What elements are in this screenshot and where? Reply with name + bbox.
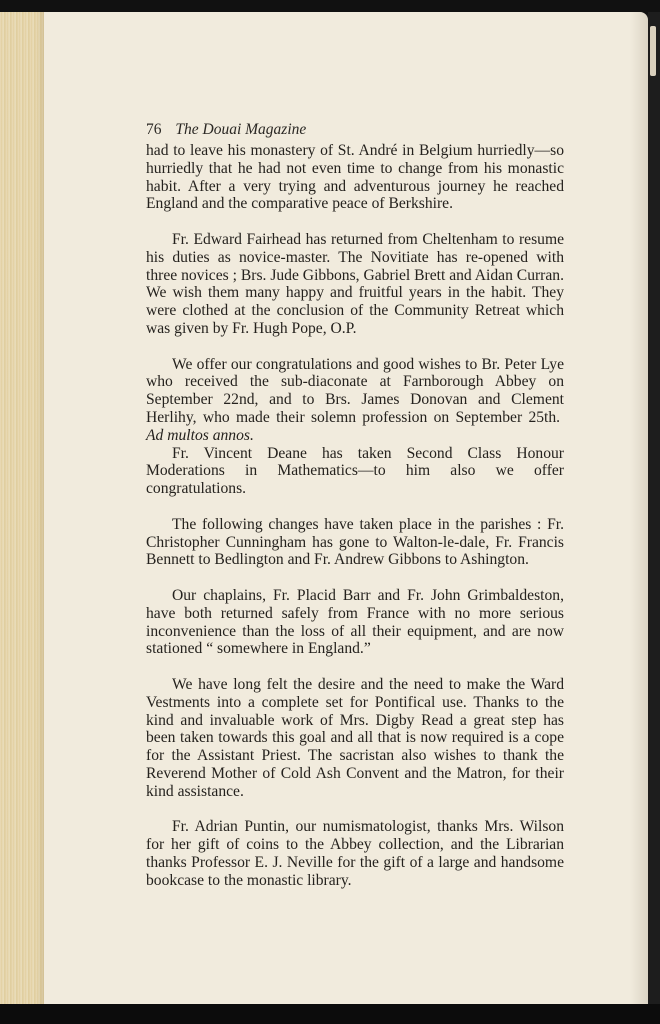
magazine-title: The Douai Magazine (175, 121, 307, 138)
paragraph-3 (146, 356, 564, 445)
paragraph-8: Fr. Adrian Puntin, our numismatologist, thanks Mrs. Wilson for her gift of coins to the Abbey collection, and the Librarian thanks Professor E. J. Neville for the gift of a large and handsome bookcase to the monastic library. (146, 818, 564, 889)
next-page-sliver (650, 26, 656, 76)
paragraph-6: Our chaplains, Fr. Placid Barr and Fr. John Grimbaldeston, have both returned safely from France with no more serious inconvenience than the loss of all their equipment, and are now stationed “ somewhere in England.” (146, 586, 564, 658)
paragraph-7: We have long felt the desire and the need to make the Ward Vestments into a complete set for Pontifical use. Thanks to the kind and invaluable work of Mrs. Digby Read a great step has been taken towards this goal and all that is now required is a cope for the Assistant Priest. The sacristan also wishes to thank the Reverend Mother of Cold Ash Convent and the Matron, for their kind assistance. (146, 675, 564, 800)
scan-bottom-border (0, 1004, 660, 1024)
paragraph-3-text: We offer our congratulations and good wishes to Br. Peter Lye who received the sub-diaconate at Farnborough Abbey on September 22nd, and to Brs. James Donovan and Clement Herlihy, who made their solemn profession on September 25th. (146, 355, 564, 426)
page-edges-stack (0, 12, 44, 1004)
page-number: 76 (146, 121, 162, 138)
scan-right-border (648, 12, 660, 1004)
paragraph-1: had to leave his monastery of St. André in Belgium hurriedly—so hurriedly that he had not even time to change from his monastic habit. After a very trying and adventurous journey he reached England and the comparative peace of Berkshire. (146, 142, 564, 213)
running-header (146, 121, 306, 139)
paragraph-5: The following changes have taken place in the parishes : Fr. Christopher Cunningham has gone to Walton-le-dale, Fr. Francis Bennett to Bedlington and Fr. Andrew Gibbons to Ashington. (146, 515, 564, 569)
paragraph-2: Fr. Edward Fairhead has returned from Cheltenham to resume his duties as novice-master. The Novitiate has re-opened with three novices ; Brs. Jude Gibbons, Gabriel Brett and Aidan Curran. We wish them many happy and fruitful years in the habit. They were clothed at the conclusion of the Community Retreat which was given by Fr. Hugh Pope, O.P. (146, 230, 564, 337)
page-gutter-shadow (630, 12, 648, 1004)
paragraph-4: Fr. Vincent Deane has taken Second Class Honour Moderations in Mathematics—to him also we offer congratulations. (146, 444, 564, 498)
paragraph-3-latin: Ad multos annos. (146, 426, 254, 444)
article-body (146, 142, 564, 889)
